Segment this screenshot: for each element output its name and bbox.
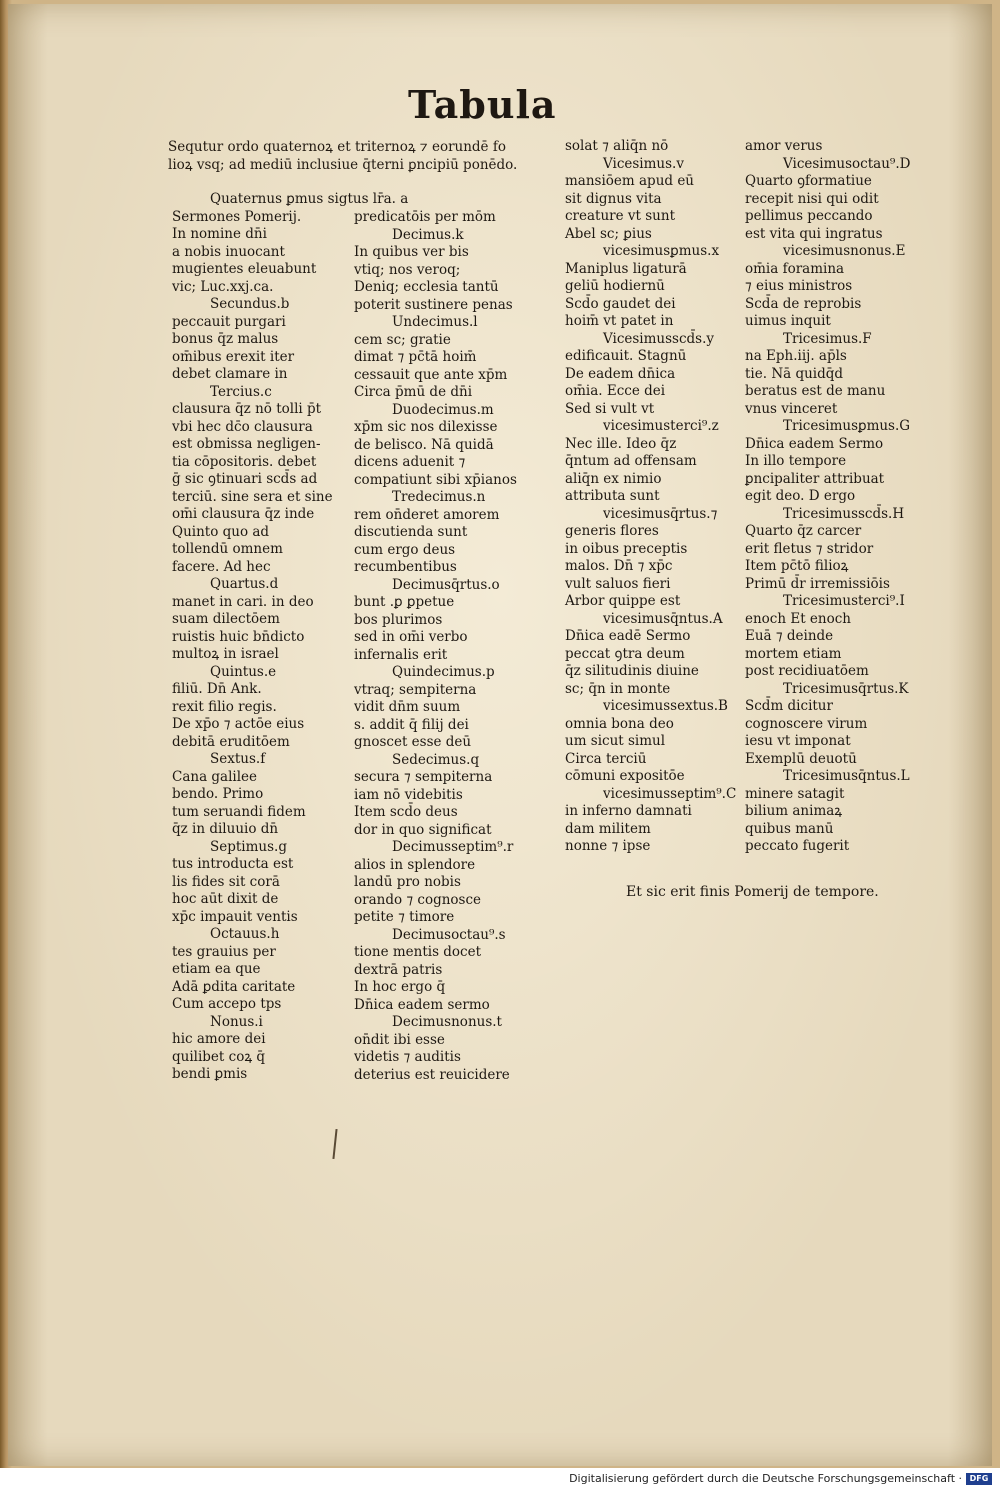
book-page (8, 4, 992, 1466)
text-line: bonus q̄z malus (172, 331, 279, 347)
text-line: recepit nisi qui odit (745, 190, 879, 207)
text-line: bunt .ꝑ ꝑpetue (354, 594, 455, 610)
section-heading: Nonus.i (210, 1013, 263, 1030)
text-line: erit fletus ⁊ stridor (745, 540, 874, 557)
text-line: vult saluos fieri (565, 575, 671, 592)
text-line: compatiunt sibi xp̄ianos (354, 471, 517, 488)
text-line: vidit dn̄m suum (354, 699, 461, 715)
closing-line: Et sic erit finis Pomerij de tempore. (626, 884, 879, 900)
text-line: tum seruandi fidem (172, 803, 306, 820)
text-line: Abel sc; ꝑius (565, 225, 652, 242)
section-heading: vicesimusseptim⁹.C (603, 785, 737, 802)
section-heading: Secundus.b (210, 296, 290, 312)
text-line: ḡ sic ꝯtinuari scd̄s ad (172, 471, 318, 487)
section-heading: Vicesimus.v (603, 155, 684, 172)
text-line: Deniq; ecclesia tantū (354, 279, 499, 295)
section-heading: vicesimusterci⁹.z (603, 418, 719, 434)
text-line: Scd̄m dicitur (745, 698, 833, 714)
text-line: tes grauius per (172, 943, 276, 960)
text-column-3 (565, 138, 750, 856)
text-line: iesu vt imponat (745, 733, 851, 749)
text-line: manet in cari. in deo (172, 593, 314, 610)
funding-footer (0, 1468, 1000, 1490)
text-line: on̄dit ibi esse (354, 1031, 445, 1048)
text-line: q̄z silitudinis diuine (565, 663, 699, 679)
text-line: edificauit. Stagnū (565, 348, 687, 364)
section-heading: vicesimusꝑmus.x (603, 243, 720, 259)
intro-text (168, 138, 553, 174)
dfg-logo: DFG (966, 1473, 992, 1485)
text-line: vic; Luc.xxj.ca. (172, 278, 274, 295)
text-column-4 (745, 138, 945, 856)
text-line: xp̄m sic nos dilexisse (354, 419, 498, 435)
text-line: orando ⁊ cognosce (354, 891, 482, 908)
text-line: Circa terciū (565, 750, 647, 767)
text-line: egit deo. D ergo (745, 488, 856, 504)
section-heading: Tricesimusterci⁹.I (783, 593, 905, 609)
section-heading: Tricesimusq̄rtus.K (783, 680, 909, 697)
text-line: sc; q̄n in monte (565, 680, 671, 697)
section-heading: Tricesimus.F (783, 330, 872, 347)
text-line: Dn̄ica eadem sermo (354, 996, 490, 1013)
text-line: peccauit purgari (172, 313, 286, 330)
section-heading: vicesimusq̄rtus.⁊ (603, 505, 718, 522)
text-line: om̄ia. Ecce dei (565, 383, 666, 399)
text-line: deterius est reuicidere (354, 1066, 510, 1083)
text-line: geliū hodiernū (565, 278, 665, 294)
text-line: hic amore dei (172, 1031, 266, 1047)
text-line: rem on̄deret amorem (354, 506, 500, 523)
text-line: Quarto ꝯformatiue (745, 173, 872, 189)
text-line: vnus vinceret (745, 400, 838, 417)
text-line: om̄i clausura q̄z inde (172, 506, 315, 522)
text-line: landū pro nobis (354, 874, 461, 890)
text-line: Item pc̄tō filioꝝ (745, 558, 849, 574)
text-line: alios in splendore (354, 856, 476, 873)
text-line: facere. Ad hec (172, 558, 271, 575)
text-line: filiū. Dn̄ Ank. (172, 681, 262, 697)
intro-line: lioꝝ vsq; ad mediū inclusiue q̄terni ꝑncipiū ponēdo. (168, 157, 518, 173)
text-line: bos plurimos (354, 611, 443, 628)
text-line: attributa sunt (565, 488, 660, 504)
text-line: in oibus preceptis (565, 540, 688, 557)
text-line: cem sc; gratie (354, 331, 451, 348)
text-line: Primū d̄r irremissiōis (745, 575, 890, 592)
text-line: dimat ⁊ pc̄tā hoim̄ (354, 349, 477, 365)
text-line: uimus inquit (745, 313, 831, 329)
section-heading: vicesimussextus.B (603, 698, 728, 714)
text-line: tus introducta est (172, 856, 294, 872)
text-line: Cana galilee (172, 768, 258, 785)
text-line: tollendū omnem (172, 541, 283, 557)
text-line: generis flores (565, 523, 659, 539)
text-line: um sicut simul (565, 733, 666, 749)
text-line: creature vt sunt (565, 208, 675, 224)
text-line: mansiōem apud eū (565, 173, 695, 189)
text-line: est obmissa negligen- (172, 436, 321, 452)
text-line: poterit sustinere penas (354, 296, 513, 313)
section-heading: Decimusnonus.t (392, 1014, 502, 1030)
text-line: rexit filio regis. (172, 698, 277, 715)
text-line: Quinto quo ad (172, 523, 270, 540)
text-line: discutienda sunt (354, 524, 468, 540)
section-heading: Decimusoctau⁹.s (392, 926, 506, 943)
text-line: mugientes eleuabunt (172, 261, 317, 277)
text-line: cōmuni expositōe (565, 768, 685, 784)
text-line: vtraq; sempiterna (354, 681, 477, 698)
section-heading: Tricesimusꝑmus.G (783, 418, 911, 434)
text-line: bendo. Primo (172, 786, 264, 802)
text-line: Circa p̄mū de dn̄i (354, 384, 473, 400)
section-heading: vicesimusq̄ntus.A (603, 610, 723, 627)
text-line: lis fides sit corā (172, 873, 280, 890)
text-line: predicatōis per mōm (354, 209, 496, 225)
text-line: bilium animaꝝ (745, 803, 843, 819)
text-line: terciū. sine sera et sine (172, 488, 333, 505)
text-line: peccato fugerit (745, 838, 850, 854)
text-line: Sed si vult vt (565, 400, 655, 417)
text-line: in inferno damnati (565, 803, 692, 819)
text-line: pellimus peccando (745, 208, 873, 224)
text-line: peccat ꝯtra deum (565, 645, 685, 662)
text-line: amor verus (745, 138, 823, 154)
text-line: de belisco. Nā quidā (354, 436, 494, 453)
text-line: tia cōpositoris. debet (172, 453, 317, 470)
section-heading: Decimusq̄rtus.o (392, 576, 500, 593)
text-line: In hoc ergo q̄ (354, 979, 446, 995)
section-heading: Tredecimus.n (392, 489, 486, 505)
text-line: vtiq; nos veroq; (354, 261, 461, 278)
text-line: omnia bona deo (565, 715, 674, 732)
section-heading: Septimus.g (210, 838, 287, 855)
text-line: Euā ⁊ deinde (745, 628, 834, 644)
text-line: quibus manū (745, 820, 834, 837)
text-line: aliq̄n ex nimio (565, 470, 662, 487)
text-line: post recidiuatōem (745, 663, 869, 679)
page-title: Tabula (408, 82, 557, 127)
text-line: xp̄c impauit ventis (172, 908, 298, 925)
text-line: cognoscere virum (745, 715, 868, 732)
section-heading: Tricesimusscd̄s.H (783, 505, 905, 522)
text-line: dextrā patris (354, 961, 443, 978)
text-line: videtis ⁊ auditis (354, 1049, 461, 1065)
text-line: malos. Dn̄ ⁊ xp̄c (565, 558, 673, 574)
text-line: iam nō videbitis (354, 786, 463, 803)
section-heading: Duodecimus.m (392, 401, 494, 418)
section-heading: vicesimusnonus.E (783, 243, 906, 259)
text-line: hoim̄ vt patet in (565, 313, 674, 329)
text-line: Arbor quippe est (565, 593, 681, 609)
section-heading: Quaternus ꝑmus sigtus lr̄a. a (210, 191, 409, 207)
text-line: secura ⁊ sempiterna (354, 769, 493, 785)
text-line: sed in om̄i verbo (354, 629, 468, 645)
text-line: suam dilectōem (172, 611, 280, 627)
text-line: tie. Nā quidq̄d (745, 365, 844, 382)
text-line: na Eph.iij. ap̄ls (745, 348, 847, 364)
ink-mark (332, 1129, 337, 1159)
section-heading: Decimusseptim⁹.r (392, 839, 514, 855)
section-heading: Tricesimusq̄ntus.L (783, 768, 910, 784)
text-line: In illo tempore (745, 453, 847, 469)
text-line: clausura q̄z nō tolli p̄t (172, 401, 322, 417)
text-line: Exemplū deuotū (745, 750, 857, 767)
text-line: Scd̄a de reprobis (745, 295, 862, 312)
text-line: ꝑncipaliter attribuat (745, 470, 885, 487)
text-line: enoch Et enoch (745, 610, 851, 627)
section-heading: Tercius.c (210, 383, 272, 400)
text-line: Sermones Pomerij. (172, 208, 302, 225)
text-line: petite ⁊ timore (354, 909, 455, 925)
text-line: debet clamare in (172, 366, 288, 382)
text-line: cessauit que ante xp̄m (354, 366, 508, 383)
text-line: quilibet coꝝ q̄ (172, 1048, 266, 1065)
text-line: In nomine dn̄i (172, 226, 267, 242)
text-line: De eadem dn̄ica (565, 365, 676, 382)
text-line: est vita qui ingratus (745, 225, 883, 242)
text-column-2 (354, 209, 539, 1084)
section-heading: Decimus.k (392, 226, 464, 243)
footer-text: Digitalisierung gefördert durch die Deutsche Forschungsgemeinschaft · (569, 1472, 962, 1485)
text-line: hoc aūt dixit de (172, 891, 279, 907)
text-line: Dn̄ica eadē Sermo (565, 628, 691, 644)
text-line: minere satagit (745, 785, 845, 802)
text-line: tione mentis docet (354, 944, 482, 960)
text-line: nonne ⁊ ipse (565, 838, 651, 854)
section-heading: Octauus.h (210, 926, 280, 942)
text-line: Item scd̄o deus (354, 804, 458, 820)
text-line: Maniplus ligaturā (565, 260, 687, 277)
text-line: Scd̄o gaudet dei (565, 295, 676, 312)
text-line: recumbentibus (354, 559, 457, 575)
text-line: Adā ꝑdita caritate (172, 978, 296, 995)
text-line: dam militem (565, 820, 651, 837)
text-line: multoꝝ in israel (172, 646, 279, 662)
text-line: s. addit q̄ filij dei (354, 716, 469, 733)
text-line: bendi ꝑmis (172, 1066, 248, 1082)
section-heading: Vicesimusscd̄s.y (603, 330, 715, 347)
text-line: infernalis erit (354, 646, 448, 663)
section-heading: Quintus.e (210, 663, 277, 680)
text-line: Cum accepo tps (172, 996, 282, 1012)
section-heading: Vicesimusoctau⁹.D (783, 155, 911, 172)
text-line: dicens aduenit ⁊ (354, 454, 466, 470)
text-line: ruistis huic bn̄dicto (172, 628, 305, 645)
text-line: beratus est de manu (745, 383, 886, 399)
text-line: mortem etiam (745, 645, 842, 662)
section-heading: Sedecimus.q (392, 751, 480, 768)
text-line: dor in quo significat (354, 821, 492, 838)
section-heading: Sextus.f (210, 751, 266, 767)
section-heading: Undecimus.l (392, 314, 478, 330)
text-line: vbi hec dc̄o clausura (172, 418, 313, 435)
text-line: q̄ntum ad offensam (565, 453, 697, 469)
text-line: Quarto q̄z carcer (745, 523, 862, 539)
section-heading: Quartus.d (210, 576, 279, 592)
text-line: De xp̄o ⁊ actōe eius (172, 716, 305, 732)
text-line: solat ⁊ aliq̄n nō (565, 138, 669, 154)
text-line: In quibus ver bis (354, 244, 469, 260)
text-line: cum ergo deus (354, 541, 456, 558)
text-line: a nobis inuocant (172, 243, 285, 260)
text-line: ⁊ eius ministros (745, 278, 853, 294)
section-heading: Quindecimus.p (392, 664, 495, 680)
text-line: Nec ille. Ideo q̄z (565, 435, 677, 452)
text-line: om̄ibus erexit iter (172, 348, 295, 365)
text-line: debitā eruditōem (172, 733, 290, 750)
text-line: etiam ea que (172, 961, 261, 977)
intro-line: Sequtur ordo quaternoꝝ et triternoꝝ ⁊ eorundē fo (168, 139, 506, 155)
text-line: q̄z in diluuio dn̄ (172, 821, 279, 837)
text-line: om̄ia foramina (745, 260, 845, 277)
text-line: Dn̄ica eadem Sermo (745, 435, 884, 452)
text-line: gnoscet esse deū (354, 734, 472, 750)
text-line: sit dignus vita (565, 190, 662, 207)
